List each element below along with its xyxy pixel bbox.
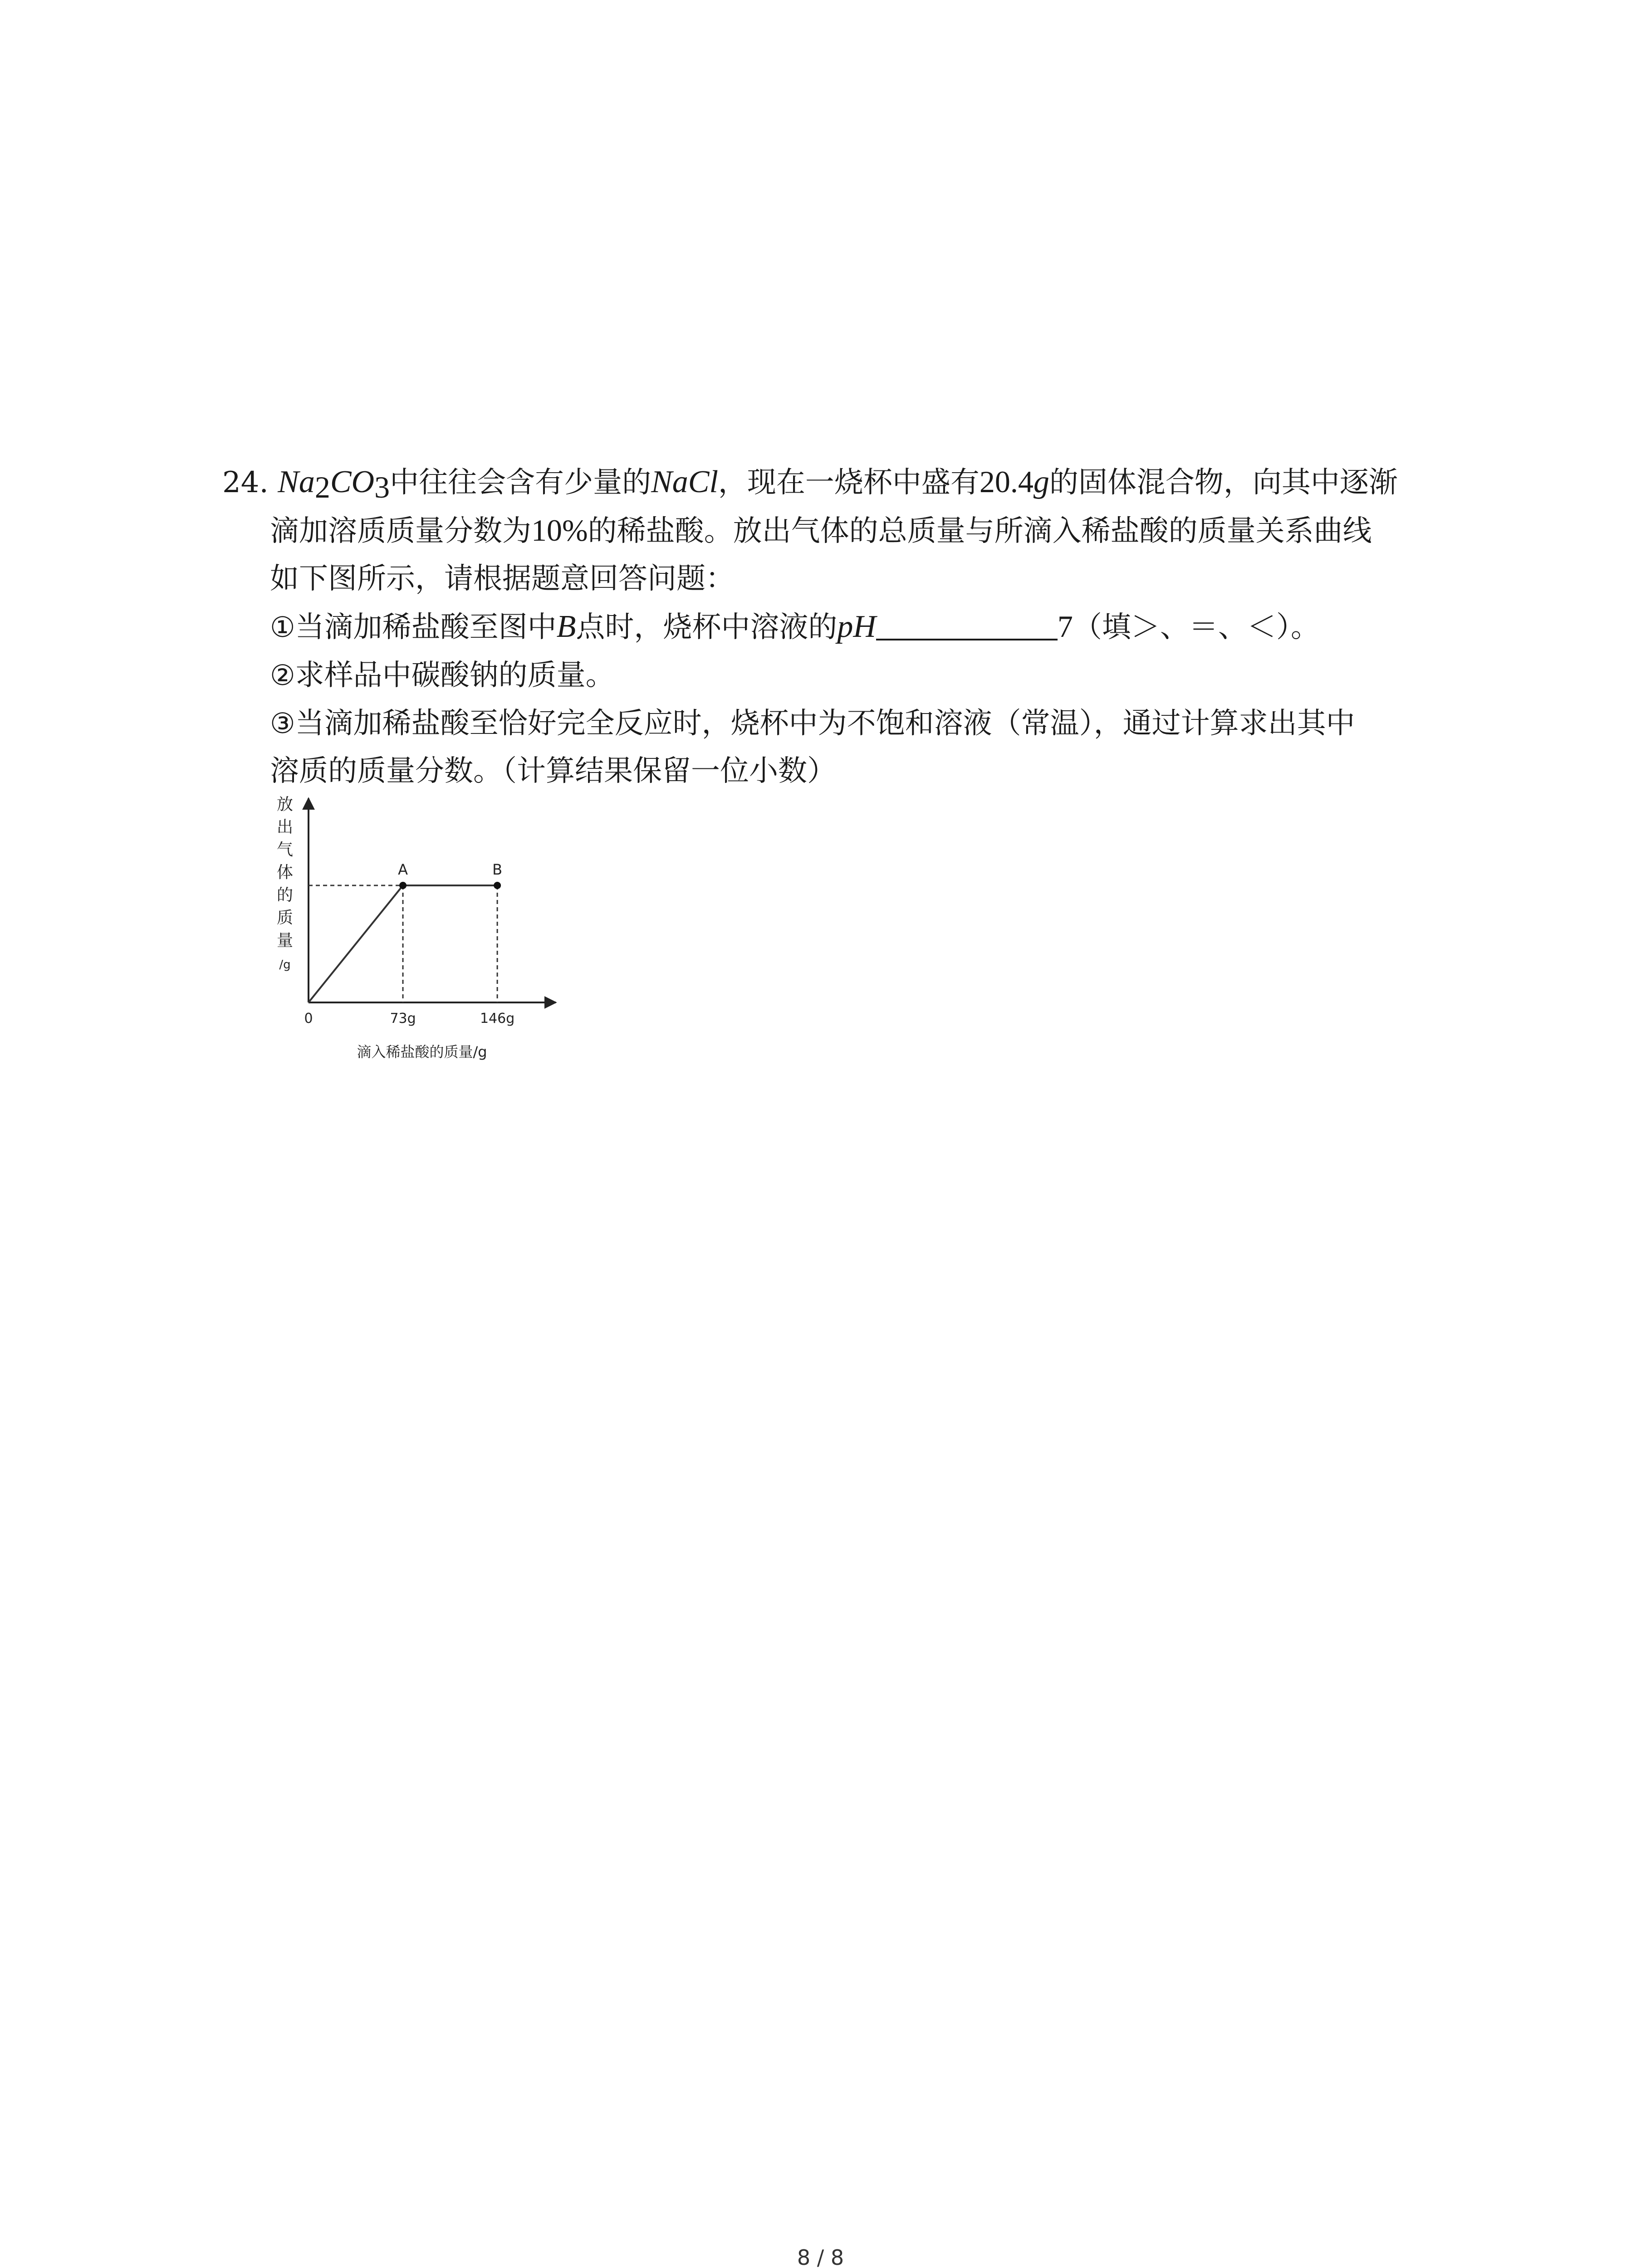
formula-nacl: NaCl [651,464,718,499]
question-text: 的稀盐酸。放出气体的总质量与所滴入稀盐酸的质量关系曲线 [588,514,1372,548]
question-text: （填＞、＝、＜）。 [1073,611,1320,644]
data-point-a [399,882,407,889]
sub-question-marker: ② [270,659,295,692]
gas-mass-graph [272,789,590,1070]
question-text: 点时，烧杯中溶液的 [576,611,838,644]
question-number: 24. [222,466,269,499]
question-text: 溶质的质量分数。（计算结果保留一位小数） [270,754,836,788]
y-axis-label-char: 质 [276,909,294,927]
y-axis-label-char: 出 [276,818,294,836]
formula-na2co3: $Na_2CO_3$ [278,464,390,504]
data-point-label: A [398,861,408,878]
graph-svg [272,789,590,1070]
question-line-3 [222,555,1447,603]
question-text: 的固体混合物，向其中逐渐 [1049,466,1398,499]
question-text: ，现在一烧杯中盛有 [718,466,980,499]
x-axis-label: 滴入稀盐酸的质量/g [357,1043,487,1061]
y-axis-label-char: 体 [276,863,294,882]
sub-question-1 [222,603,1447,651]
sub-question-marker: ① [270,611,295,644]
y-axis-label-char: 量 [276,931,294,950]
x-tick-label: 73g [390,1011,416,1026]
sub-question-marker: ③ [270,707,295,740]
mass-value: 20.4 [979,464,1034,499]
y-axis-label-char: 的 [276,886,294,904]
question-text: 如下图所示，请根据题意回答问题： [270,562,735,596]
question-text: 滴加溶质质量分数为 [270,514,531,548]
sub-question-2 [222,651,1447,699]
point-label: B [556,609,576,644]
data-point-label: B [492,861,503,878]
mass-unit: g [1033,464,1049,499]
question-line-1 [222,458,1447,507]
sub-question-3-cont [222,748,1447,795]
page-number: 8 / 8 [797,2245,844,2268]
y-axis-label-char: 气 [276,841,294,859]
x-tick-label: 146g [480,1011,515,1026]
ph-symbol: pH [837,609,876,644]
answer-blank[interactable] [876,611,1058,640]
question-line-2 [222,507,1447,555]
y-axis-label-char: /g [279,958,291,972]
ph-value: 7 [1057,609,1073,644]
origin-label: 0 [304,1011,313,1026]
question-24 [222,458,1447,795]
data-point-b [494,882,501,889]
question-text: 当滴加稀盐酸至恰好完全反应时，烧杯中为不饱和溶液（常温），通过计算求出其中 [295,707,1355,740]
sub-question-3 [222,699,1447,748]
question-text: 当滴加稀盐酸至图中 [295,611,557,644]
question-text: 求样品中碳酸钠的质量。 [295,659,615,692]
percent-value: 10% [531,513,588,547]
y-axis-label-char: 放 [276,795,294,814]
question-text: 中往往会含有少量的 [390,466,652,499]
y-axis-label [277,795,293,972]
